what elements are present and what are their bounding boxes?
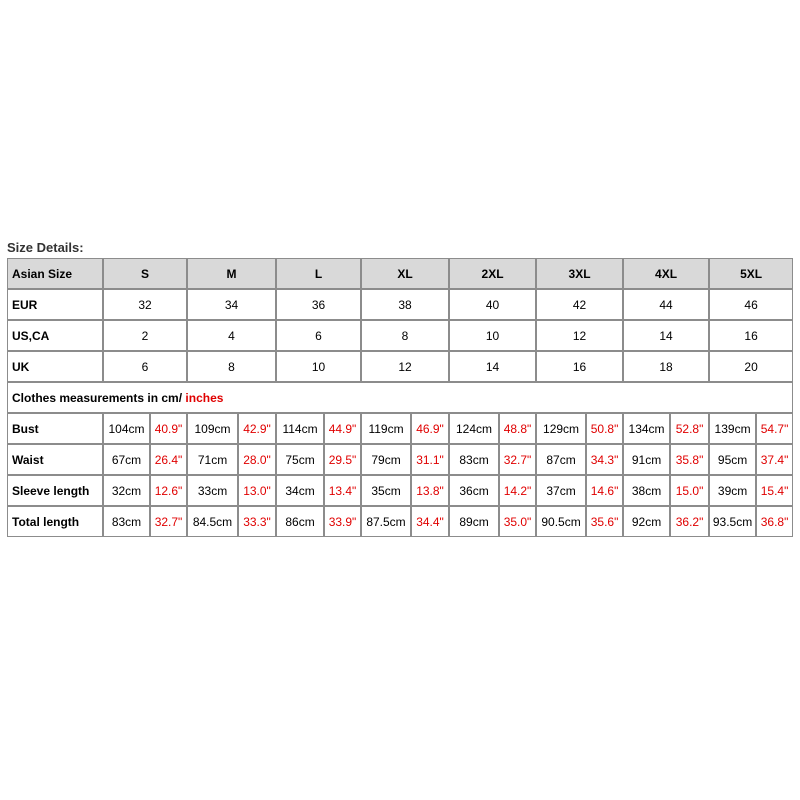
size-header-cell: XL xyxy=(361,258,449,289)
inch-cell: 33.9" xyxy=(324,506,361,537)
cm-cell: 79cm xyxy=(361,444,411,475)
cm-cell: 90.5cm xyxy=(536,506,586,537)
conversion-cell: 4 xyxy=(187,320,276,351)
conversion-cell: 20 xyxy=(709,351,793,382)
inch-cell: 14.6" xyxy=(586,475,623,506)
conversion-cell: 44 xyxy=(623,289,709,320)
cm-cell: 124cm xyxy=(449,413,499,444)
conversion-cell: 6 xyxy=(276,320,361,351)
inch-cell: 36.8" xyxy=(756,506,793,537)
conversion-cell: 14 xyxy=(623,320,709,351)
conversion-cell: 14 xyxy=(449,351,536,382)
size-header-cell: 4XL xyxy=(623,258,709,289)
cm-cell: 86cm xyxy=(276,506,324,537)
cm-cell: 109cm xyxy=(187,413,238,444)
conversion-cell: 16 xyxy=(536,351,623,382)
row-label: UK xyxy=(7,351,103,382)
inch-cell: 46.9" xyxy=(411,413,449,444)
cm-cell: 104cm xyxy=(103,413,150,444)
cm-cell: 92cm xyxy=(623,506,670,537)
size-header-cell: S xyxy=(103,258,187,289)
inch-cell: 35.0" xyxy=(499,506,536,537)
conversion-cell: 16 xyxy=(709,320,793,351)
cm-cell: 83cm xyxy=(449,444,499,475)
inch-cell: 40.9" xyxy=(150,413,187,444)
conversion-cell: 32 xyxy=(103,289,187,320)
size-header-cell: 3XL xyxy=(536,258,623,289)
conversion-cell: 6 xyxy=(103,351,187,382)
inch-cell: 29.5" xyxy=(324,444,361,475)
inch-cell: 35.6" xyxy=(586,506,623,537)
cm-cell: 84.5cm xyxy=(187,506,238,537)
cm-cell: 83cm xyxy=(103,506,150,537)
cm-cell: 114cm xyxy=(276,413,324,444)
inch-cell: 15.0" xyxy=(670,475,709,506)
inch-cell: 32.7" xyxy=(499,444,536,475)
inch-cell: 15.4" xyxy=(756,475,793,506)
cm-cell: 89cm xyxy=(449,506,499,537)
inch-cell: 31.1" xyxy=(411,444,449,475)
conversion-row xyxy=(7,351,793,382)
conversion-cell: 10 xyxy=(276,351,361,382)
inch-cell: 13.4" xyxy=(324,475,361,506)
cm-cell: 129cm xyxy=(536,413,586,444)
header-label: Asian Size xyxy=(7,258,103,289)
conversion-row xyxy=(7,320,793,351)
inch-cell: 14.2" xyxy=(499,475,536,506)
cm-cell: 38cm xyxy=(623,475,670,506)
conversion-cell: 12 xyxy=(536,320,623,351)
measurement-row xyxy=(7,475,793,506)
conversion-cell: 34 xyxy=(187,289,276,320)
conversion-cell: 40 xyxy=(449,289,536,320)
cm-cell: 32cm xyxy=(103,475,150,506)
inch-cell: 54.7" xyxy=(756,413,793,444)
conversion-cell: 36 xyxy=(276,289,361,320)
inch-cell: 35.8" xyxy=(670,444,709,475)
inch-cell: 50.8" xyxy=(586,413,623,444)
inch-cell: 13.0" xyxy=(238,475,276,506)
note-prefix: Clothes measurements in cm/ xyxy=(12,390,183,405)
row-label: Bust xyxy=(7,413,103,444)
size-header-cell: L xyxy=(276,258,361,289)
size-header-cell: 2XL xyxy=(449,258,536,289)
inch-cell: 13.8" xyxy=(411,475,449,506)
size-header-cell: M xyxy=(187,258,276,289)
conversion-row xyxy=(7,289,793,320)
conversion-cell: 46 xyxy=(709,289,793,320)
inch-cell: 26.4" xyxy=(150,444,187,475)
inch-cell: 33.3" xyxy=(238,506,276,537)
measurement-row xyxy=(7,506,793,537)
note-highlight: inches xyxy=(185,390,224,405)
conversion-cell: 12 xyxy=(361,351,449,382)
inch-cell: 12.6" xyxy=(150,475,187,506)
inch-cell: 36.2" xyxy=(670,506,709,537)
cm-cell: 67cm xyxy=(103,444,150,475)
row-label: EUR xyxy=(7,289,103,320)
conversion-cell: 8 xyxy=(361,320,449,351)
page-title: Size Details: xyxy=(7,240,84,255)
cm-cell: 37cm xyxy=(536,475,586,506)
cm-cell: 139cm xyxy=(709,413,756,444)
cm-cell: 93.5cm xyxy=(709,506,756,537)
cm-cell: 34cm xyxy=(276,475,324,506)
cm-cell: 33cm xyxy=(187,475,238,506)
cm-cell: 71cm xyxy=(187,444,238,475)
conversion-cell: 8 xyxy=(187,351,276,382)
conversion-cell: 18 xyxy=(623,351,709,382)
row-label: Total length xyxy=(7,506,103,537)
inch-cell: 34.3" xyxy=(586,444,623,475)
cm-cell: 134cm xyxy=(623,413,670,444)
cm-cell: 35cm xyxy=(361,475,411,506)
inch-cell: 28.0" xyxy=(238,444,276,475)
inch-cell: 32.7" xyxy=(150,506,187,537)
inch-cell: 48.8" xyxy=(499,413,536,444)
inch-cell: 37.4" xyxy=(756,444,793,475)
conversion-cell: 42 xyxy=(536,289,623,320)
cm-cell: 75cm xyxy=(276,444,324,475)
cm-cell: 95cm xyxy=(709,444,756,475)
cm-cell: 87cm xyxy=(536,444,586,475)
inch-cell: 52.8" xyxy=(670,413,709,444)
conversion-cell: 10 xyxy=(449,320,536,351)
measurement-note-row xyxy=(7,382,793,413)
conversion-cell: 2 xyxy=(103,320,187,351)
inch-cell: 42.9" xyxy=(238,413,276,444)
cm-cell: 119cm xyxy=(361,413,411,444)
measurement-row xyxy=(7,444,793,475)
row-label: Sleeve length xyxy=(7,475,103,506)
cm-cell: 36cm xyxy=(449,475,499,506)
row-label: Waist xyxy=(7,444,103,475)
measurement-row xyxy=(7,413,793,444)
cm-cell: 91cm xyxy=(623,444,670,475)
conversion-cell: 38 xyxy=(361,289,449,320)
size-header-row xyxy=(7,258,793,289)
size-table xyxy=(7,258,793,537)
inch-cell: 44.9" xyxy=(324,413,361,444)
cm-cell: 39cm xyxy=(709,475,756,506)
inch-cell: 34.4" xyxy=(411,506,449,537)
size-header-cell: 5XL xyxy=(709,258,793,289)
cm-cell: 87.5cm xyxy=(361,506,411,537)
measurement-note xyxy=(7,382,793,413)
row-label: US,CA xyxy=(7,320,103,351)
